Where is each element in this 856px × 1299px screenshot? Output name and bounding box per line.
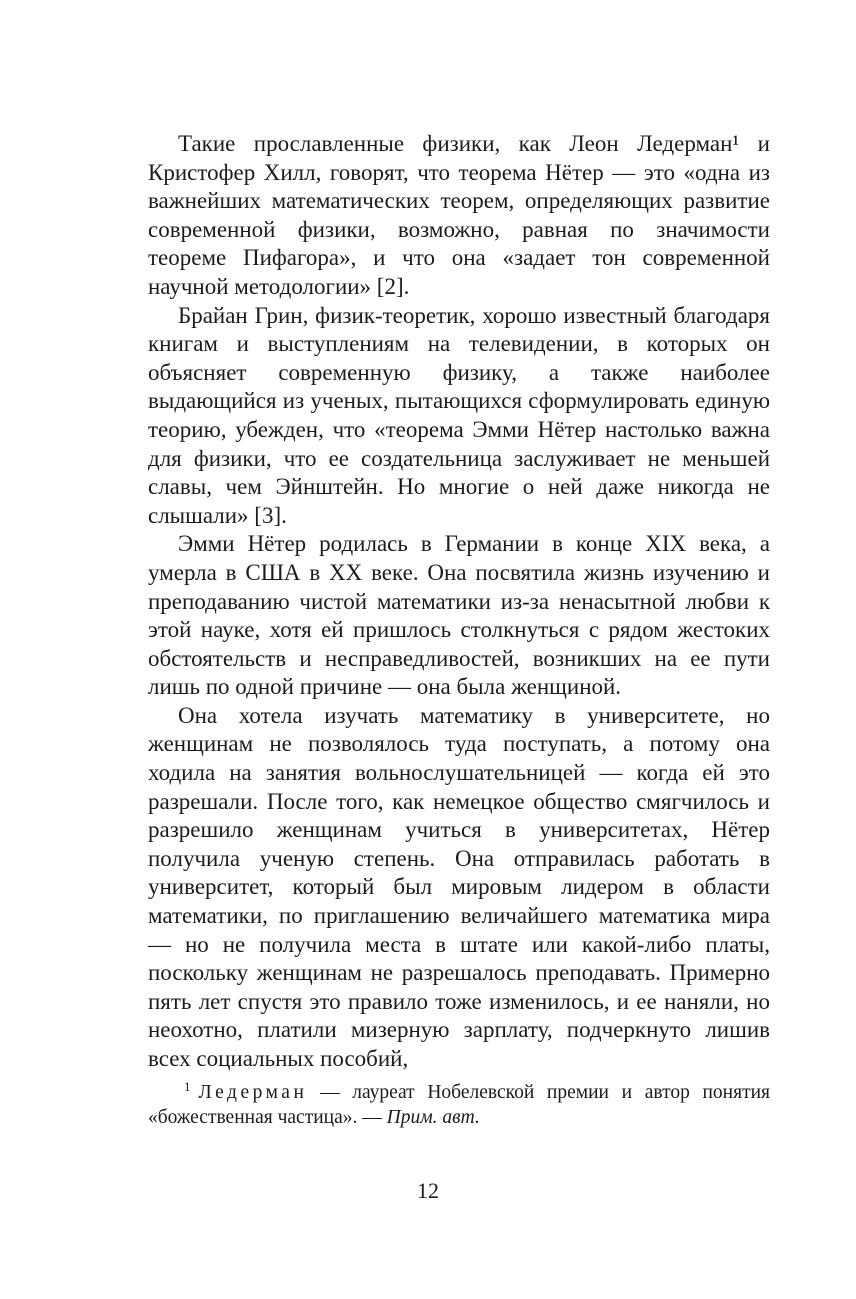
footnote-marker: 1	[184, 1078, 191, 1094]
footnote-text	[148, 1080, 770, 1130]
footnote	[148, 1080, 770, 1130]
footnote-attribution: Прим. авт.	[386, 1107, 480, 1128]
footnote-name: Ледерман	[198, 1082, 308, 1103]
body-text	[148, 130, 770, 1074]
paragraph-2: Брайан Грин, физик-теоретик, хорошо известный благодаря книгам и выступлениям на телевидении, в которых он объясняет современную физику, а также наиболее выдающийся из ученых, пытающихся сформулировать единую теорию, убежден, что «теорема Эмми Нётер настолько важна для физики, что ее создательница заслуживает не меньшей славы, чем Эйнштейн. Но многие о ней даже никогда не слышали» [3].	[148, 302, 770, 528]
paragraph-3: Эмми Нётер родилась в Германии в конце XIX века, а умерла в США в XX веке. Она посвятила жизнь изучению и преподаванию чистой математики из-за ненасытной любви к этой науке, хотя ей пришлось столкнуться с рядом жестоких обстоятельств и несправедливостей, возникших на ее пути лишь по одной причине — она была женщиной.	[148, 531, 770, 700]
footnote-body: — лауреат Нобелевской премии и автор понятия «божественная частица». —	[148, 1082, 771, 1128]
paragraph-1: Такие прославленные физики, как Леон Ледерман¹ и Кристофер Хилл, говорят, что теорема Нётер — это «одна из важнейших математических теорем, определяющих развитие современной физики, возможно, равная по значимости теореме Пифагора», и что она «задает тон современной научной методологии» [2].	[148, 131, 770, 299]
page-number: 12	[417, 1178, 439, 1203]
paragraph-4: Она хотела изучать математику в университете, но женщинам не позволялось туда поступать, а потому она ходила на занятия вольнослушательницей — когда ей это разрешали. После того, как немецкое общество смягчилось и разрешило женщинам учиться в университетах, Нётер получила ученую степень. Она отправилась работать в университет, который был мировым лидером в области математики, по приглашению величайшего математика мира — но не получила места в штате или какой-либо платы, поскольку женщинам не разрешалось преподавать. Примерно пять лет спустя это правило тоже изменилось, и ее наняли, но неохотно, платили мизерную зарплату, подчеркнуто лишив всех социальных пособий,	[148, 702, 770, 1071]
